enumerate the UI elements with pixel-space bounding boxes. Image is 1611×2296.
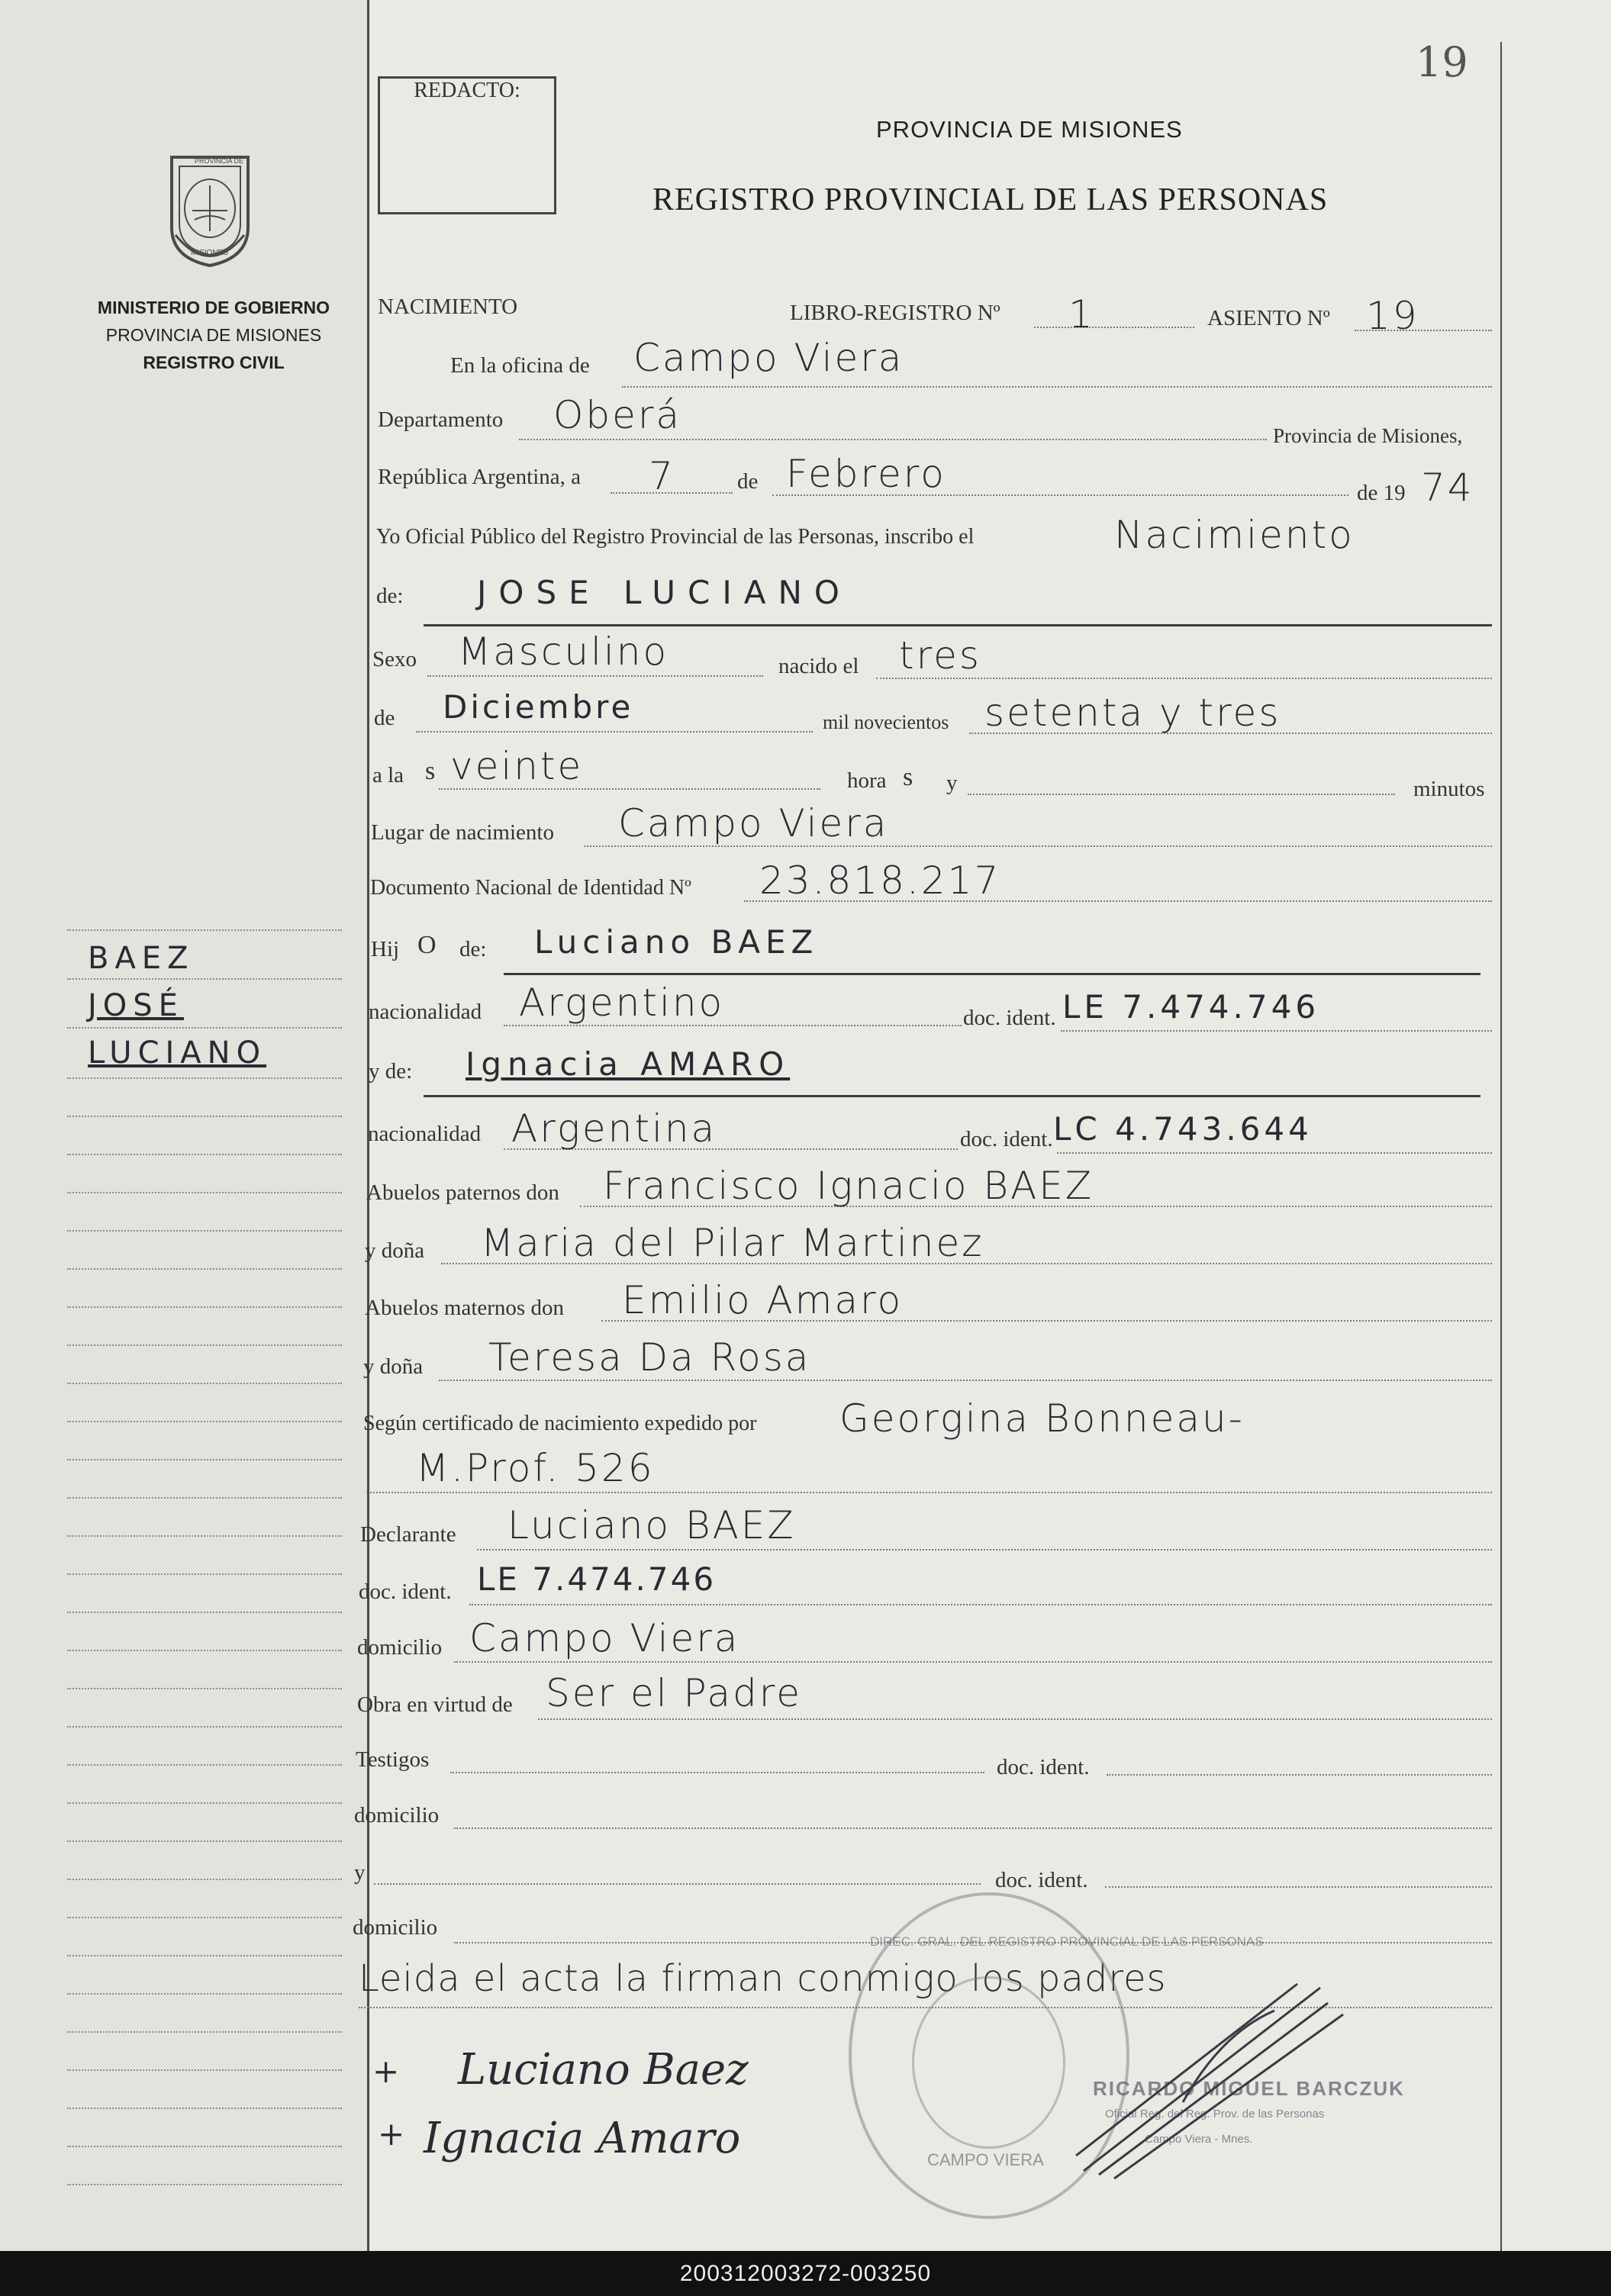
- seal-top-text: PROVINCIA DE: [195, 157, 244, 165]
- abuelo-materno-value: Emilio Amaro: [622, 1278, 904, 1322]
- provincia-suffix: Provincia de Misiones,: [1273, 424, 1463, 447]
- stamp-official-title: Oficial Reg. del Reg. Prov. de las Personas: [1105, 2108, 1325, 2120]
- y2-label: y: [354, 1860, 366, 1885]
- margin-annotation-first: JOSÉ: [88, 988, 184, 1023]
- madre-nac-value: Argentina: [511, 1106, 717, 1151]
- declarante-doc-value: LE 7.474.746: [477, 1560, 717, 1598]
- signature-mark-2: +: [378, 2115, 405, 2153]
- redacto-label: REDACTO:: [414, 79, 520, 102]
- mes-value: Febrero: [786, 452, 946, 496]
- header-registry: REGISTRO PROVINCIAL DE LAS PERSONAS: [652, 182, 1329, 217]
- stamp-ring-text: DIREC. GRAL. DEL REGISTRO PROVINCIAL DE LAS PERSONAS: [870, 1934, 1264, 1949]
- hijo-label: Hij: [371, 937, 400, 961]
- abuela-paterna-label: y doña: [365, 1238, 425, 1263]
- madre-nac-label: nacionalidad: [368, 1122, 482, 1146]
- madre-value: Ignacia AMARO: [466, 1045, 791, 1083]
- lugar-value: Campo Viera: [618, 801, 889, 845]
- y-label: y: [946, 771, 958, 795]
- asiento-label: ASIENTO Nº: [1207, 306, 1330, 330]
- declarante-label: Declarante: [360, 1522, 456, 1547]
- archive-id-footer: 200312003272-003250: [0, 2251, 1611, 2296]
- abuelos-paternos-label: Abuelos paternos don: [366, 1180, 559, 1205]
- declarante-value: Luciano BAEZ: [507, 1503, 796, 1547]
- dia-value: 7: [649, 454, 675, 498]
- abuela-paterna-value: Maria del Pilar Martinez: [481, 1221, 984, 1265]
- stamp-official-name: RICARDO MIGUEL BARCZUK: [1093, 2077, 1405, 2100]
- testigos-label: Testigos: [356, 1747, 430, 1772]
- ministry-line-2: PROVINCIA DE MISIONES: [105, 325, 322, 345]
- mil-novecientos-label: mil novecientos: [823, 711, 949, 733]
- horas-label: hora: [847, 768, 887, 793]
- padre-nac-label: nacionalidad: [369, 1000, 482, 1024]
- domicilio-label: domicilio: [357, 1635, 443, 1660]
- de-label: de: [737, 469, 759, 494]
- de2-label: de: [374, 706, 395, 730]
- abuela-materna-label: y doña: [363, 1354, 424, 1379]
- abuelos-maternos-label: Abuelos maternos don: [365, 1296, 564, 1320]
- page-number: 19: [1416, 38, 1468, 86]
- signature-mark-1: +: [372, 2053, 400, 2090]
- anio-nac-value: setenta y tres: [984, 691, 1281, 735]
- y-de-label: y de:: [369, 1059, 413, 1084]
- hijo-suffix: O: [417, 931, 437, 959]
- domicilio-value: Campo Viera: [469, 1616, 740, 1660]
- certificado-value: Georgina Bonneau-: [839, 1396, 1245, 1441]
- asiento-value: 19: [1366, 294, 1419, 338]
- oficina-value: Campo Viera: [633, 336, 904, 380]
- obra-value: Ser el Padre: [546, 1671, 802, 1715]
- seal-bottom-text: MISIONES: [191, 249, 228, 257]
- departamento-label: Departamento: [378, 407, 504, 432]
- libro-label: LIBRO-REGISTRO Nº: [790, 301, 1000, 325]
- abuelo-paterno-value: Francisco Ignacio BAEZ: [603, 1164, 1094, 1208]
- padre-doc-value: LE 7.474.746: [1062, 988, 1320, 1026]
- registry-stamp-emblem: [912, 1976, 1065, 2149]
- testigos-doc-label: doc. ident.: [997, 1755, 1090, 1779]
- anio-value: 74: [1421, 465, 1474, 510]
- father-signature: Luciano Baez: [458, 2045, 749, 2095]
- mes-nac-value: Diciembre: [443, 688, 634, 726]
- dni-label: Documento Nacional de Identidad Nº: [370, 876, 691, 900]
- padre-nac-value: Argentino: [519, 981, 725, 1025]
- margin-annotation-second: LUCIANO: [88, 1035, 267, 1071]
- inscribo-value: Nacimiento: [1114, 513, 1355, 557]
- stamp-official-place: Campo Viera - Mnes.: [1145, 2133, 1253, 2146]
- yo-oficial-text: Yo Oficial Público del Registro Provincial de las Personas, inscribo el: [376, 525, 975, 549]
- margin-annotation: [88, 935, 347, 1077]
- horas-suffix: s: [903, 763, 913, 791]
- de-nombre-label: de:: [376, 584, 404, 608]
- mother-signature: Ignacia Amaro: [424, 2114, 741, 2163]
- testigo1-domicilio-label: domicilio: [354, 1803, 440, 1827]
- oficina-label: En la oficina de: [450, 353, 590, 378]
- republica-label: República Argentina, a: [378, 465, 582, 489]
- ministry-block: [65, 294, 362, 376]
- alas-suffix: s: [425, 757, 436, 785]
- departamento-value: Oberá: [553, 393, 682, 437]
- lugar-label: Lugar de nacimiento: [371, 820, 554, 845]
- nacido-value: tres: [899, 633, 981, 678]
- testigo2-domicilio-label: domicilio: [353, 1915, 438, 1940]
- sexo-label: Sexo: [372, 647, 417, 671]
- sexo-value: Masculino: [458, 630, 669, 674]
- leida-acta-text: Leida el acta la firman conmigo los padres: [359, 1957, 1167, 2000]
- testigo2-doc-label: doc. ident.: [995, 1868, 1088, 1892]
- padre-value: Luciano BAEZ: [534, 923, 819, 961]
- libro-value: 1: [1068, 292, 1095, 337]
- provincial-seal: [160, 143, 259, 269]
- nombre-value: JOSE LUCIANO: [477, 574, 852, 611]
- hijo-de-label: de:: [459, 937, 487, 961]
- minutos-label: minutos: [1413, 777, 1485, 801]
- doc-ident-label: doc. ident.: [359, 1580, 452, 1604]
- margin-annotation-surname: BAEZ: [88, 941, 195, 976]
- alas-label: a la: [372, 763, 404, 787]
- madre-doc-value: LC 4.743.644: [1053, 1110, 1313, 1148]
- ministry-line-3: REGISTRO CIVIL: [143, 353, 285, 372]
- right-border: [1500, 42, 1502, 2251]
- certificado-value-2: M.Prof. 526: [416, 1446, 655, 1490]
- nacido-label: nacido el: [778, 654, 859, 678]
- certificado-label: Según certificado de nacimiento expedido por: [363, 1412, 757, 1435]
- dni-value: 23.818.217: [759, 858, 1001, 903]
- padre-doc-label: doc. ident.: [963, 1006, 1056, 1030]
- hora-value: veinte: [450, 744, 584, 788]
- official-signature-icon: [1068, 1942, 1358, 2194]
- madre-doc-label: doc. ident.: [960, 1127, 1053, 1151]
- nacimiento-label: NACIMIENTO: [378, 295, 518, 319]
- anio-prefix: de 19: [1357, 481, 1406, 505]
- obra-label: Obra en virtud de: [357, 1692, 513, 1717]
- stamp-inner-text: CAMPO VIERA: [927, 2150, 1044, 2169]
- ministry-line-1: MINISTERIO DE GOBIERNO: [97, 298, 330, 317]
- header-province: PROVINCIA DE MISIONES: [876, 116, 1183, 143]
- redacto-box: [378, 76, 556, 214]
- abuela-materna-value: Teresa Da Rosa: [488, 1335, 811, 1380]
